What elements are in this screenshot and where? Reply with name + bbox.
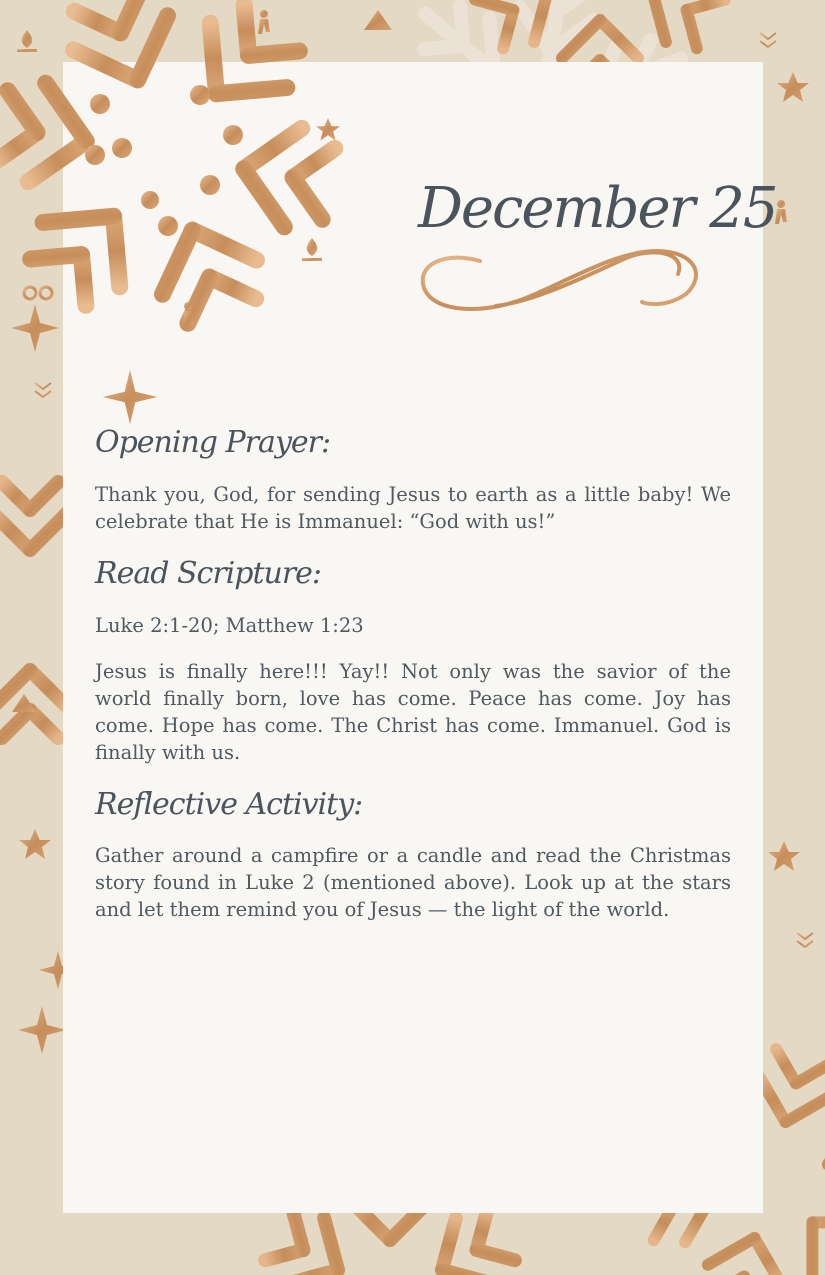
pine-icon bbox=[760, 25, 776, 55]
pine-icon bbox=[797, 925, 813, 955]
hiker-icon bbox=[258, 10, 270, 34]
pine-icon bbox=[35, 375, 51, 405]
reflective-activity-heading: Reflective Activity: bbox=[95, 787, 363, 822]
opening-prayer-text: Thank you, God, for sending Jesus to earth as a little baby! We celebrate that He is Immanuel: “God with us!” bbox=[95, 483, 731, 533]
page-title: December 25 bbox=[418, 176, 777, 241]
read-scripture-text: Jesus is finally here!!! Yay!! Not only was the savior of the world finally born, love has come. Peace has come. Joy has come. Hope has come. The Christ has come. Immanuel. God is finally with us. bbox=[95, 660, 731, 764]
star-icon bbox=[768, 841, 800, 871]
hiker-icon bbox=[775, 200, 787, 224]
reflective-activity-text: Gather around a campfire or a candle and read the Christmas story found in Luke 2 (mentioned above). Look up at the stars and let them remind you of Jesus — the light of the world. bbox=[95, 844, 731, 921]
star-icon bbox=[19, 829, 51, 859]
read-scripture-heading: Read Scripture: bbox=[95, 556, 322, 591]
star-icon bbox=[777, 72, 809, 102]
binoculars-icon bbox=[24, 287, 52, 299]
opening-prayer-heading: Opening Prayer: bbox=[95, 425, 331, 460]
tent-icon bbox=[364, 10, 392, 30]
campfire-icon bbox=[17, 30, 37, 52]
star-icon bbox=[18, 1006, 66, 1054]
scripture-reference: Luke 2:1-20; Matthew 1:23 bbox=[95, 614, 364, 637]
star-icon bbox=[11, 304, 59, 352]
